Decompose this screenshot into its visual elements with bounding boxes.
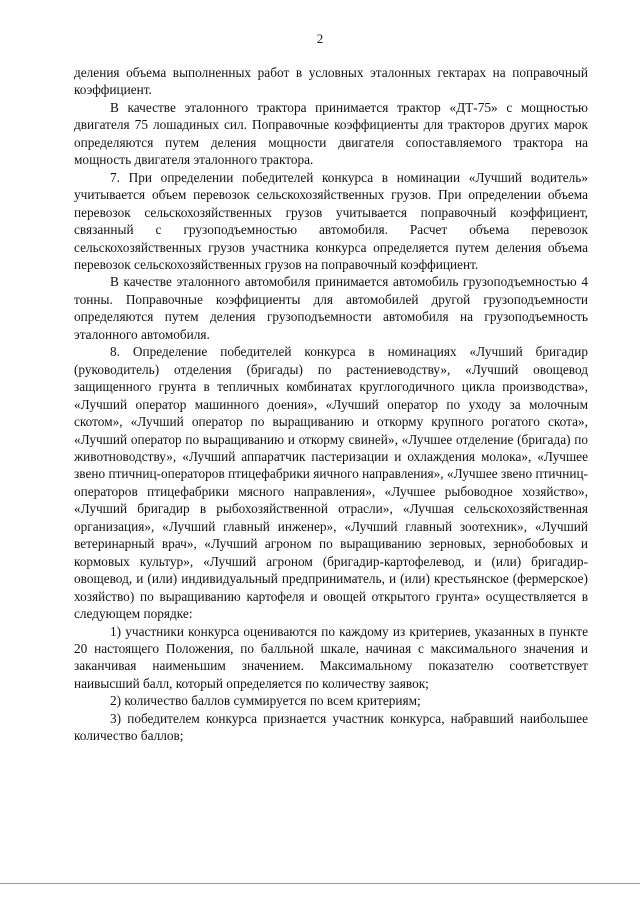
paragraph: 8. Определение победителей конкурса в номинациях «Лучший бригадир (руководитель) отделения (бригады) по растениеводству», «Лучший овощевод защищенного грунта в тепличных комбинатах круглогодичного цикла производства», «Лучший оператор машинного доения», «Лучший оператор по уходу за молочным скотом», «Лучший оператор по выращиванию и откорму крупного рогатого скота», «Лучший оператор по выращиванию и откорму свиней», «Лучшее отделение (бригада) по животноводству», «Лучший аппаратчик пастеризации и охлаждения молока», «Лучшее звено птичниц-операторов птицефабрики яичного направления», «Лучшее звено птичниц-операторов птицефабрики мясного направления», «Лучшее рыбоводное хозяйство», «Лучший бригадир в рыбохозяйственной отрасли», «Лучшая сельскохозяйственная организация», «Лучший главный инженер», «Лучший главный зоотехник», «Лучший ветеринарный врач», «Лучший агроном по выращиванию зерновых, зернобобовых и кормовых культур», «Лучший агроном (бригадир-картофелевод, и (или) бригадир-овощевод, и (или) индивидуальный предприниматель, и (или) крестьянское (фермерское) хозяйство) по выращиванию картофеля и овощей открытого грунта» осуществляется в следующем порядке: <box>74 344 588 622</box>
paragraph: 7. При определении победителей конкурса в номинации «Лучший водитель» учитывается объем перевозок сельскохозяйственных грузов. При определении объема перевозок сельскохозяйственных грузов учитывается поправочный коэффициент, связанный с грузоподъемностью автомобиля. Расчет объема перевозок сельскохозяйственных грузов участника конкурса определяется путем деления объема перевозок сельскохозяйственных грузов на поправочный коэффициент. <box>74 169 588 272</box>
list-item: 2) количество баллов суммируется по всем критериям; <box>110 693 421 709</box>
list-item: 1) участники конкурса оцениваются по каждому из критериев, указанных в пункте 20 настоящего Положения, по балльной шкале, начиная с максимального значения и заканчивая наименьшим значением. Максимальному показателю соответствует наивысший балл, который определяется по количеству заявок; <box>74 623 588 691</box>
paragraph: деления объема выполненных работ в условных эталонных гектарах на поправочный коэффициент. <box>74 65 588 98</box>
page-number: 2 <box>316 31 324 46</box>
list-item: 3) победителем конкурса признается участник конкурса, набравший наибольшее количество баллов; <box>74 710 588 744</box>
paragraph: В качестве эталонного автомобиля принимается автомобиль грузоподъемностью 4 тонны. Поправочные коэффициенты для автомобилей другой грузоподъемности определяются путем деления грузоподъемности автомобиля на грузоподъемность эталонного автомобиля. <box>74 274 588 342</box>
document-body <box>74 64 588 745</box>
footer-divider <box>0 883 640 884</box>
paragraph: В качестве эталонного трактора принимается трактор «ДТ-75» с мощностью двигателя 75 лошадиных сил. Поправочные коэффициенты для тракторов других марок определяются путем деления мощности двигателя сопоставляемого трактора на мощность двигателя эталонного трактора. <box>74 99 588 168</box>
